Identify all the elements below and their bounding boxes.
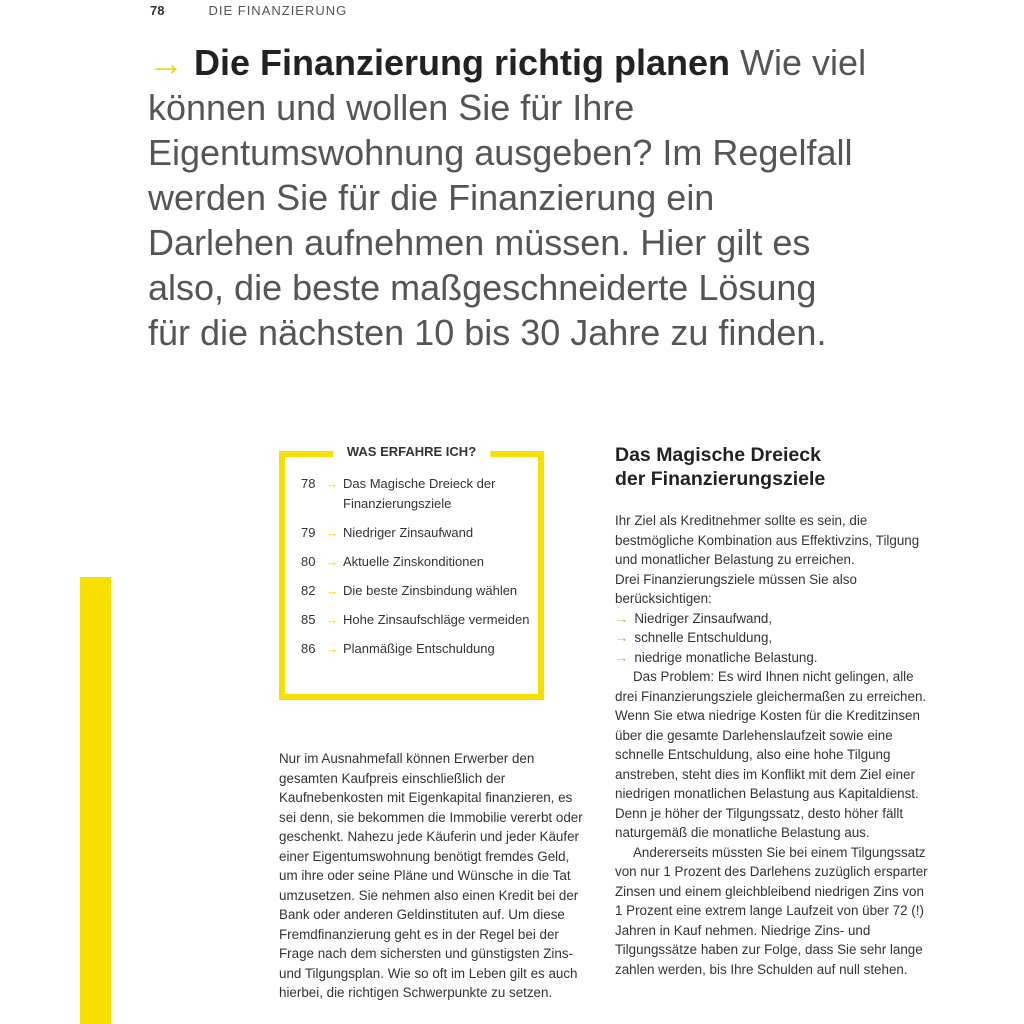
arrow-right-icon: → [615, 630, 629, 645]
toc-page: 80 [301, 554, 316, 569]
toc-page: 86 [301, 641, 316, 656]
page-number: 78 [150, 3, 165, 18]
arrow-right-icon: → [615, 649, 629, 665]
bullet-item [615, 628, 933, 648]
heading-line: der Finanzierungsziele [615, 468, 826, 490]
toc-item [301, 523, 538, 543]
toc-page: 85 [301, 612, 316, 627]
toc-page: 79 [301, 525, 316, 540]
section-heading [615, 443, 933, 491]
section-title: DIE FINANZIERUNG [208, 3, 348, 18]
toc-page: 82 [301, 583, 316, 598]
body-paragraph: Andererseits müssten Sie bei einem Tilgungssatz von nur 1 Prozent des Darlehens zuzüglich ersparter Zinsen und einem gleichbleibend niedrigen Zins von 1 Prozent eine extrem lange Laufzeit von über 72 (!) Jahren in Kauf nehmen. Niedrige Zins- und Tilgungssätze haben zur Folge, dass Sie sehr lange zahlen werden, bis Ihre Schulden auf null stehen. [615, 844, 928, 977]
body-paragraph: Ihr Ziel als Kreditnehmer sollte es sein, die bestmögliche Kombination aus Effektivzins, Tilgung und monatlicher Belastung zu erreichen. [615, 513, 920, 567]
bullet-list [615, 609, 933, 668]
bullet-item [615, 648, 933, 668]
intro-lead: Die Finanzierung richtig planen [194, 42, 731, 83]
intro-text: Wie viel können und wollen Sie für Ihre Eigentumswohnung ausgeben? Im Regelfall werden Sie für die Finanzierung ein Darlehen aufnehmen müssen. Hier gilt es also, die beste maßgeschneiderte Lösung für die nächsten 10 bis 30 Jahre zu finden. [148, 42, 867, 353]
toc-label: Hohe Zinsaufschläge vermeiden [343, 612, 530, 627]
left-column [279, 749, 589, 1003]
running-header [150, 3, 347, 18]
toc-box [279, 444, 544, 700]
arrow-right-icon: → [325, 476, 339, 491]
right-column [615, 443, 933, 979]
arrow-right-icon: → [325, 641, 339, 656]
arrow-right-icon: → [325, 612, 339, 627]
toc-title: WAS ERFAHRE ICH? [333, 444, 490, 459]
toc-label: Aktuelle Zinskonditionen [343, 554, 484, 569]
toc-label: Das Magische Dreieck der Finanzierungsziele [343, 476, 496, 511]
bullet-text: niedrige monatliche Belastung. [634, 649, 818, 665]
toc-item [301, 474, 538, 514]
arrow-right-icon: → [325, 554, 339, 569]
toc-label: Planmäßige Entschuldung [343, 641, 495, 656]
intro-paragraph [148, 40, 868, 355]
arrow-right-icon: → [615, 610, 629, 626]
toc-list [285, 457, 538, 659]
toc-item [301, 552, 538, 572]
toc-label: Die beste Zinsbindung wählen [343, 583, 518, 598]
bullet-item [615, 609, 933, 629]
decorative-yellow-bar [80, 577, 111, 1024]
body-paragraph: Nur im Ausnahmefall können Erwerber den gesamten Kaufpreis einschließlich der Kaufnebenkosten mit Eigenkapital finanzieren, es sei denn, sie bekommen die Immobilie vererbt oder geschenkt. Nahezu jede Käuferin und jeder Käufer einer Eigentumswohnung benötigt fremdes Geld, um ihre oder seine Pläne und Wünsche in die Tat umzusetzen. Sie nehmen also einen Kredit bei der Bank oder anderen Geldinstituten auf. Um diese Fremdfinanzierung geht es in der Regel bei der Frage nach dem sichersten und günstigsten Zins- und Tilgungsplan. Wie so oft im Leben gilt es auch hierbei, die richtigen Schwerpunkte zu setzen. [279, 751, 583, 1000]
arrow-right-icon: → [325, 525, 339, 540]
arrow-right-icon: → [148, 42, 184, 83]
toc-item [301, 610, 538, 630]
bullet-text: Niedriger Zinsaufwand, [634, 610, 773, 626]
toc-page: 78 [301, 476, 316, 491]
body-paragraph: Drei Finanzierungsziele müssen Sie also berücksichtigen: [615, 571, 857, 606]
arrow-right-icon: → [325, 583, 339, 598]
toc-item [301, 639, 538, 659]
bullet-text: schnelle Entschuldung, [634, 630, 773, 645]
body-paragraph: Das Problem: Es wird Ihnen nicht gelingen, alle drei Finanzierungsziele gleichermaßen zu erreichen. Wenn Sie etwa niedrige Kosten für die Kreditzinsen über die gesamte Darlehenslaufzeit sowie eine schnelle Entschuldung, also eine hohe Tilgung anstreben, steht dies im Konflikt mit dem Ziel einer niedrigen monatlichen Belastung aus Kapitaldienst. Denn je höher der Tilgungssatz, desto höher fällt naturgemäß die monatliche Belastung aus. [615, 669, 927, 840]
heading-line: Das Magische Dreieck [615, 444, 821, 466]
toc-label: Niedriger Zinsaufwand [343, 525, 474, 540]
toc-item [301, 581, 538, 601]
